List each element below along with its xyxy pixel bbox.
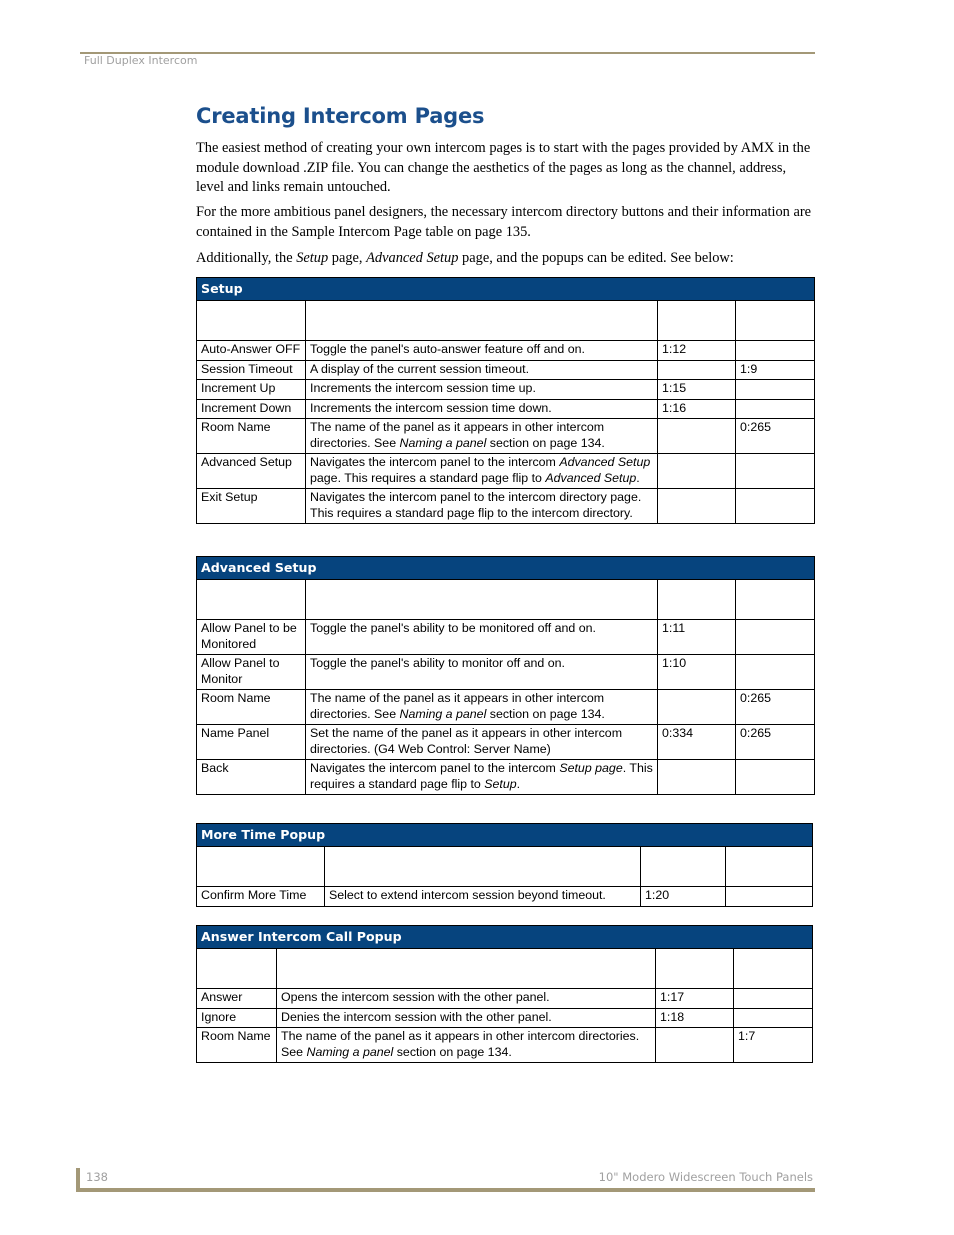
table-title: More Time Popup bbox=[197, 824, 813, 847]
page-title: Creating Intercom Pages bbox=[196, 104, 485, 128]
setup-table bbox=[196, 277, 815, 524]
table-row: Session Timeout A display of the current session timeout. 1:9 bbox=[197, 360, 815, 380]
table-row: Allow Panel to be Monitored Toggle the panel's ability to be monitored off and on. 1:11 bbox=[197, 620, 815, 655]
table-row: Advanced Setup Navigates the intercom panel to the intercom Advanced Setup page. This requires a standard page flip to Advanced Setup. bbox=[197, 454, 815, 489]
table-header-row bbox=[197, 847, 813, 887]
intro-paragraph: The easiest method of creating your own intercom pages is to start with the pages provided by AMX in the module download .ZIP file. You can change the aesthetics of the pages as long as the channel, address, level and links remain untouched. bbox=[196, 140, 811, 195]
table-title: Advanced Setup bbox=[197, 557, 815, 580]
table-row: Increment Down Increments the intercom session time down. 1:16 bbox=[197, 399, 815, 419]
table-row: Answer Opens the intercom session with the other panel. 1:17 bbox=[197, 989, 813, 1009]
running-header: Full Duplex Intercom bbox=[84, 54, 198, 67]
table-row: Confirm More Time Select to extend intercom session beyond timeout. 1:20 bbox=[197, 887, 813, 907]
more-time-popup-table bbox=[196, 823, 813, 907]
table-row: Name Panel Set the name of the panel as it appears in other intercom directories. (G4 Web Control: Server Name) 0:334 0:265 bbox=[197, 725, 815, 760]
page-number: 138 bbox=[86, 1170, 108, 1184]
table-row: Increment Up Increments the intercom session time up. 1:15 bbox=[197, 380, 815, 400]
table-row: Auto-Answer OFF Toggle the panel's auto-answer feature off and on. 1:12 bbox=[197, 341, 815, 361]
table-header-row bbox=[197, 580, 815, 620]
table-row: Ignore Denies the intercom session with the other panel. 1:18 bbox=[197, 1008, 813, 1028]
document-title: 10" Modero Widescreen Touch Panels bbox=[598, 1170, 813, 1184]
table-row: Room Name The name of the panel as it appears in other intercom directories. See Naming a panel section on page 134. 0:265 bbox=[197, 690, 815, 725]
table-row: Room Name The name of the panel as it appears in other intercom directories. See Naming a panel section on page 134. 0:265 bbox=[197, 419, 815, 454]
table-row: Allow Panel to Monitor Toggle the panel's ability to monitor off and on. 1:10 bbox=[197, 655, 815, 690]
table-header-row bbox=[197, 301, 815, 341]
header-rule bbox=[80, 52, 815, 54]
edit-paragraph: Additionally, the Setup page, Advanced Setup page, and the popups can be edited. See below: bbox=[196, 250, 734, 266]
designer-paragraph: For the more ambitious panel designers, the necessary intercom directory buttons and their information are contained in the Sample Intercom Page table on page 135. bbox=[196, 204, 812, 240]
footer-rule bbox=[80, 1188, 815, 1192]
answer-call-popup-table bbox=[196, 925, 813, 1063]
table-row: Room Name The name of the panel as it appears in other intercom directories. See Naming a panel section on page 134. 1:7 bbox=[197, 1028, 813, 1063]
table-row: Back Navigates the intercom panel to the intercom Setup page. This requires a standard page flip to Setup. bbox=[197, 760, 815, 795]
table-title: Setup bbox=[197, 278, 815, 301]
table-row: Exit Setup Navigates the intercom panel to the intercom directory page. This requires a standard page flip to the intercom directory. bbox=[197, 489, 815, 524]
advanced-setup-table bbox=[196, 556, 815, 795]
table-header-row bbox=[197, 949, 813, 989]
table-title: Answer Intercom Call Popup bbox=[197, 926, 813, 949]
